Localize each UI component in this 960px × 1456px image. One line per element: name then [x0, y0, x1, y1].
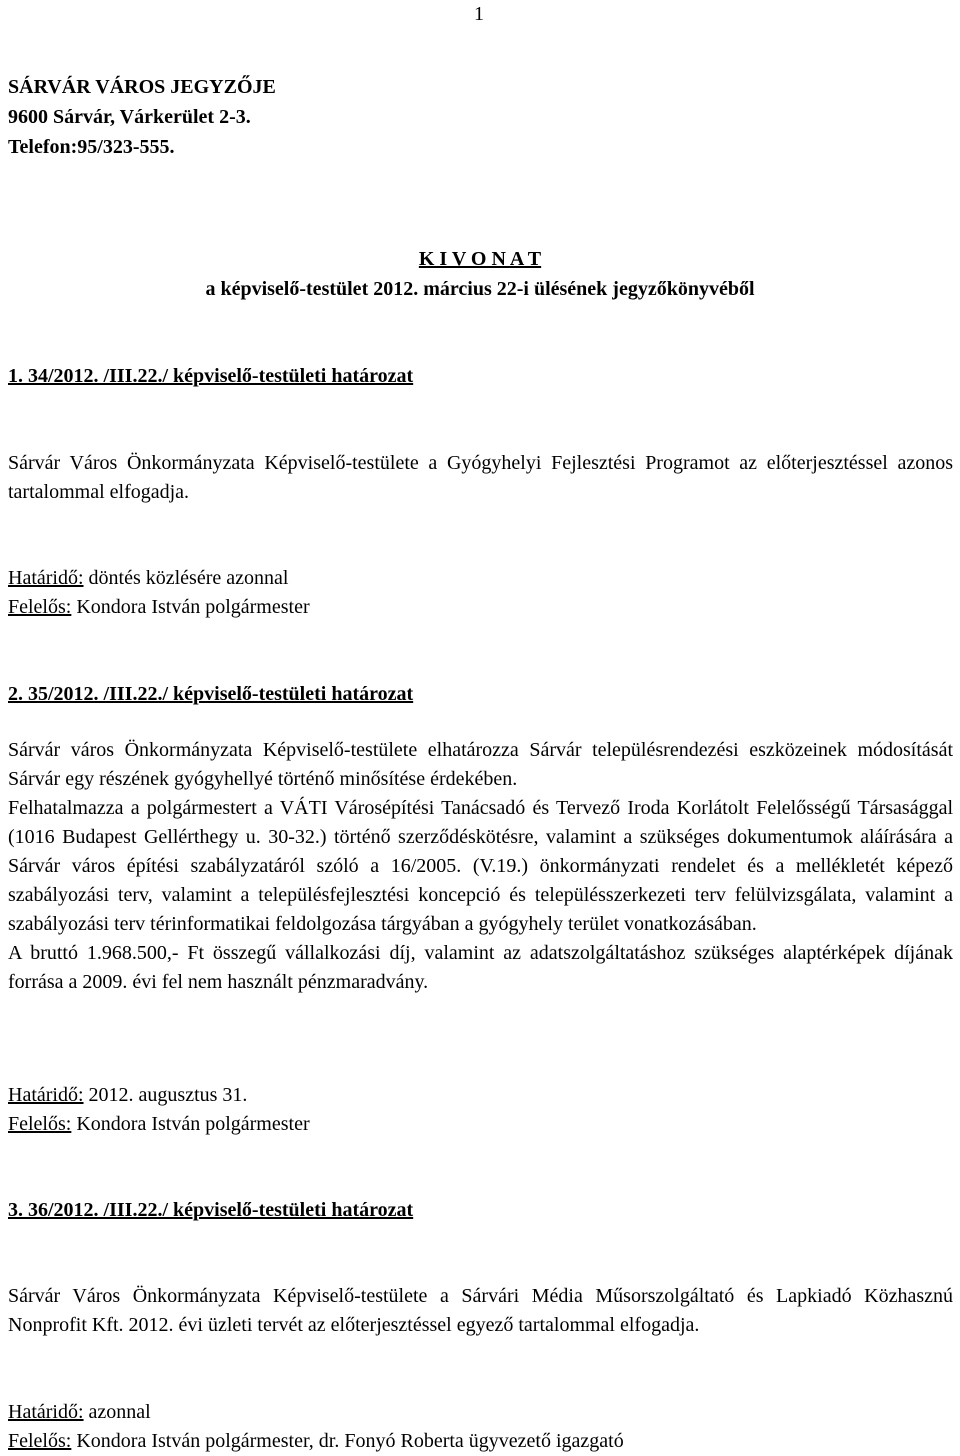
document-heading: K I V O N A T [418, 248, 542, 270]
responsible-line [8, 1110, 953, 1139]
responsible-label: Felelős: [8, 1430, 72, 1452]
responsible-label: Felelős: [8, 1113, 72, 1135]
office-name: SÁRVÁR VÁROS JEGYZŐJE [8, 76, 276, 98]
deadline-line [8, 1398, 953, 1427]
body-paragraph-3: A bruttó 1.968.500,- Ft összegű vállalkozási díj, valamint az adatszolgáltatáshoz szükséges alaptérképek díjának forrása a 2009. évi fel nem használt pénzmaradvány. [8, 942, 953, 993]
resolution-2 [8, 680, 953, 709]
responsible-value: Kondora István polgármester [71, 596, 310, 618]
letterhead [8, 72, 276, 162]
deadline-value: azonnal [83, 1401, 151, 1423]
resolution-body: Sárvár Város Önkormányzata Képviselő-testülete a Gyógyhelyi Fejlesztési Programot az előterjesztéssel azonos tartalommal elfogadja. [8, 452, 953, 503]
deadline-label: Határidő: [8, 1401, 84, 1423]
resolution-body: Sárvár Város Önkormányzata Képviselő-testülete a Sárvári Média Műsorszolgáltató és Lapkiadó Közhasznú Nonprofit Kft. 2012. évi üzleti tervét az előterjesztéssel egyező tartalommal elfogadja. [8, 1285, 953, 1336]
deadline-value: döntés közlésére azonnal [83, 567, 289, 589]
body-paragraph-2: Felhatalmazza a polgármestert a VÁTI Városépítési Tanácsadó és Tervező Iroda Korlátolt Felelősségű Társasággal (1016 Budapest Gellérthegy u. 30-32.) történő szerződéskötésre, valamint a szükséges dokumentumok aláírására a Sárvár város építési szabályzatáról szóló a 16/2005. (V.19.) önkormányzati rendelet és a mellékletét képező szabályozási terv, valamint a településfejlesztési koncepció és településszerkezeti terv felülvizsgálata, valamint a szabályozási terv térinformatikai feldolgozása tárgyában a gyógyhely terület vonatkozásában. [8, 797, 953, 935]
responsible-line [8, 1427, 953, 1456]
document-title [0, 244, 960, 304]
body-paragraph-1: Sárvár város Önkormányzata Képviselő-testülete elhatározza Sárvár településrendezési eszközeinek módosítását Sárvár egy részének gyógyhellyé történő minősítése érdekében. [8, 739, 953, 790]
deadline-line [8, 1081, 953, 1110]
responsible-value: Kondora István polgármester [71, 1113, 310, 1135]
office-phone: Telefon:95/323-555. [8, 136, 175, 158]
resolution-body [8, 736, 953, 997]
document-subtitle: a képviselő-testület 2012. március 22-i ülésének jegyzőkönyvéből [205, 278, 755, 300]
resolution-3 [8, 1196, 953, 1225]
deadline-line [8, 564, 953, 593]
page-number: 1 [474, 3, 484, 25]
deadline-value: 2012. augusztus 31. [83, 1084, 248, 1106]
responsible-label: Felelős: [8, 596, 72, 618]
deadline-label: Határidő: [8, 567, 84, 589]
responsible-value: Kondora István polgármester, dr. Fonyó Roberta ügyvezető igazgató [71, 1430, 624, 1452]
resolution-title: 1. 34/2012. /III.22./ képviselő-testületi határozat [8, 365, 414, 387]
resolution-title: 2. 35/2012. /III.22./ képviselő-testületi határozat [8, 683, 414, 705]
resolution-1 [8, 362, 953, 391]
deadline-label: Határidő: [8, 1084, 84, 1106]
responsible-line [8, 593, 953, 622]
office-address: 9600 Sárvár, Várkerület 2-3. [8, 106, 251, 128]
resolution-title: 3. 36/2012. /III.22./ képviselő-testületi határozat [8, 1199, 414, 1221]
